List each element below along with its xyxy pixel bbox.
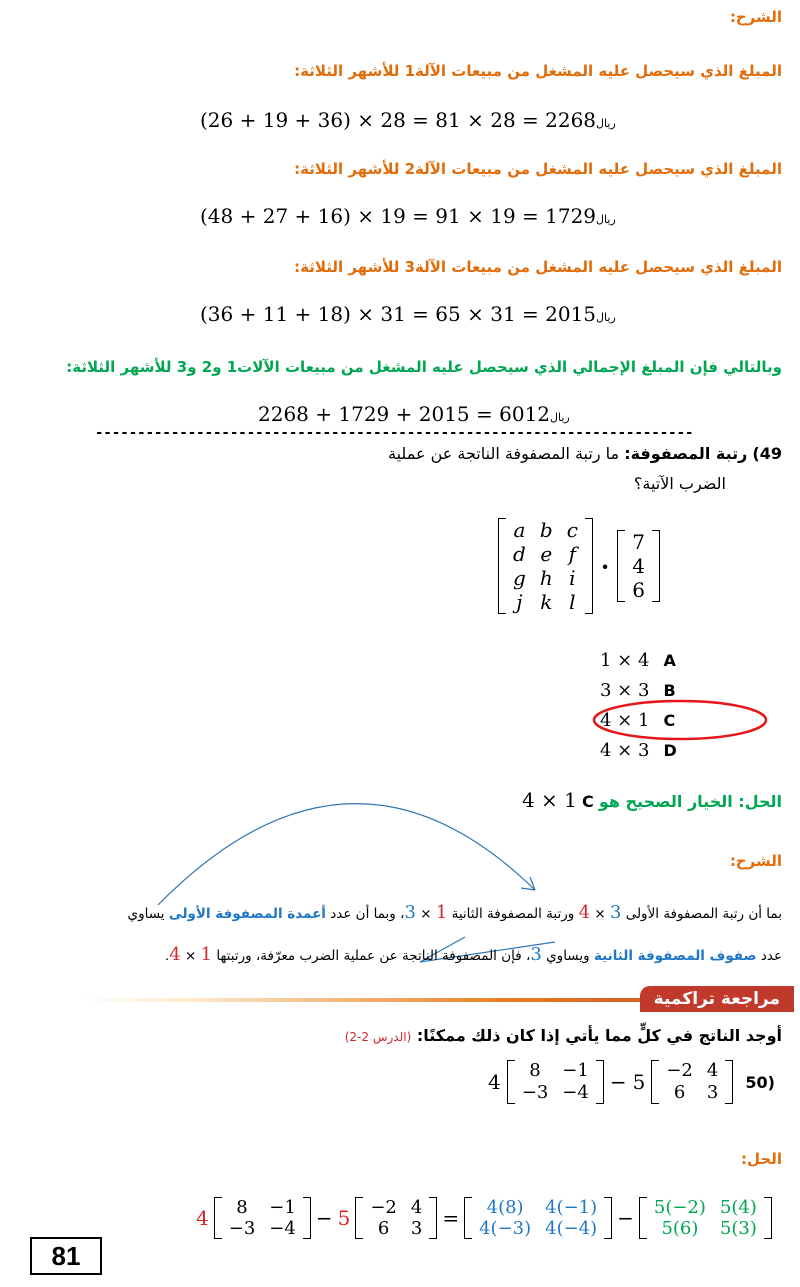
matrix-cell: 8 — [529, 1060, 541, 1081]
dot-operator: · — [600, 551, 610, 581]
matrix-cell: −3 — [521, 1082, 549, 1103]
question-title: رتبة المصفوفة: — [624, 444, 748, 463]
explanation-heading-2: الشرح: — [729, 852, 782, 870]
explanation-line-1: بما أن رتبة المصفوفة الأولى 3 × 4 ورتبة المصفوفة الثانية 1 × 3، وبما أن عدد أعمدة المصفوفة الأولى يساوي — [127, 902, 782, 923]
matrix-cell: 4(−4) — [545, 1218, 598, 1239]
matrix-cell: e — [540, 542, 553, 566]
question-50: 4 8 −1 −3 −4 − 5 −2 4 6 3 50) — [488, 1060, 775, 1103]
machine3-heading: المبلغ الذي سيحصل عليه المشغل من مبيعات الآلة3 للأشهر الثلاثة: — [294, 258, 782, 276]
matrix-cell: j — [516, 590, 523, 614]
question-number-50: 50) — [745, 1072, 775, 1092]
matrix-cell: 4(−1) — [545, 1197, 598, 1218]
total-expression: 2268 + 1729 + 2015 = 6012ريال — [258, 402, 570, 426]
matrix-cell: 8 — [236, 1197, 248, 1218]
option-letter: D — [663, 741, 677, 760]
matrix-cell: −2 — [370, 1197, 397, 1218]
machine2-heading: المبلغ الذي سيحصل عليه المشغل من مبيعات الآلة2 للأشهر الثلاثة: — [294, 160, 782, 178]
option-value: 3 × 3 — [600, 680, 650, 701]
matrix-cell: −1 — [269, 1197, 296, 1218]
answer-value: 4 × 1 — [521, 788, 577, 812]
machine1-expression: (26 + 19 + 36) × 28 = 81 × 28 = 2268ريال — [200, 108, 616, 132]
option-letter: A — [663, 651, 676, 670]
question-text: ما رتبة المصفوفة الناتجة عن عملية — [387, 444, 620, 463]
matrix-cell: k — [540, 590, 553, 614]
matrix-cell: h — [539, 566, 553, 590]
matrix-cell: 6 — [377, 1218, 390, 1239]
option-value: 4 × 3 — [600, 740, 650, 761]
matrix-cell: 4 — [706, 1060, 719, 1081]
matrix-cell: −4 — [269, 1218, 296, 1239]
option-value: 1 × 4 — [600, 650, 650, 671]
question-text-2: الضرب الآتية؟ — [633, 474, 726, 493]
matrix-cell: b — [539, 518, 553, 542]
matrix-cell: 3 — [706, 1082, 719, 1103]
matrix-cell: d — [513, 542, 526, 566]
matrix-cell: 5(4) — [719, 1197, 757, 1218]
review-instruction: أوجد الناتج في كلٍّ مما يأتي إذا كان ذلك ممكنًا: (الدرس 2-2) — [344, 1026, 782, 1045]
matrix-cell: i — [569, 566, 576, 590]
matrix-cell: −4 — [562, 1082, 589, 1103]
matrix-cell: a — [513, 518, 526, 542]
review-lesson-ref: (الدرس 2-2) — [344, 1030, 412, 1044]
explanation-line-2: عدد صفوف المصفوفة الثانية ويساوي 3، فإن المصفوفة الناتجة عن عملية الضرب معرّفة، ورتبتها 1 × 4. — [164, 944, 782, 965]
explanation-heading: الشرح: — [729, 8, 782, 26]
matrix-cell: 4 — [632, 554, 645, 578]
matrix-cell: 5(3) — [719, 1218, 757, 1239]
answer-letter: C — [581, 792, 594, 811]
total-heading: وبالتالي فإن المبلغ الإجمالي الذي سيحصل عليه المشغل من مبيعات الآلات1 و2 و3 للأشهر الثلاثة: — [66, 358, 782, 376]
matrix-cell: g — [513, 566, 526, 590]
option-value: 4 × 1 — [600, 710, 650, 731]
solution-expression: 4 8 −1 −3 −4 − 5 −2 4 6 3 = 4(8) 4(−1) 4(−3) 4(−4) − 5(−2) 5(4) 5(6) 5(3) — [196, 1197, 772, 1239]
machine1-heading: المبلغ الذي سيحصل عليه المشغل من مبيعات الآلة1 للأشهر الثلاثة: — [294, 62, 782, 80]
matrix-cell: 4(8) — [486, 1197, 524, 1218]
answer-label: الحل: الخيار الصحيح هو — [598, 792, 782, 811]
matrix-cell: f — [568, 542, 576, 566]
machine2-expression: (48 + 27 + 16) × 19 = 91 × 19 = 1729ريال — [200, 204, 616, 228]
option-letter: B — [663, 681, 676, 700]
question-number: 49) — [752, 444, 782, 463]
matrix-cell: 5(−2) — [653, 1197, 706, 1218]
machine3-expression: (36 + 11 + 18) × 31 = 65 × 31 = 2015ريال — [200, 302, 616, 326]
matrix-cell: 6 — [632, 578, 645, 602]
matrix-cell: 7 — [632, 530, 645, 554]
divider: ----------------------------------------------------------------------- — [95, 425, 694, 441]
page-number: 81 — [30, 1237, 102, 1275]
matrix-cell: −3 — [228, 1218, 256, 1239]
review-banner: مراجعة تراكمية — [640, 986, 794, 1012]
matrix-cell: 4 — [410, 1197, 423, 1218]
matrix-cell: 4(−3) — [479, 1218, 532, 1239]
solution-label: الحل: — [741, 1150, 782, 1168]
option-letter: C — [663, 711, 676, 730]
matrix-cell: 6 — [673, 1082, 686, 1103]
matrix-cell: l — [569, 590, 576, 614]
matrix-cell: c — [566, 518, 578, 542]
matrix-cell: 3 — [410, 1218, 423, 1239]
matrix-cell: 5(6) — [661, 1218, 699, 1239]
matrix-cell: −1 — [562, 1060, 589, 1081]
matrix-cell: −2 — [666, 1060, 693, 1081]
